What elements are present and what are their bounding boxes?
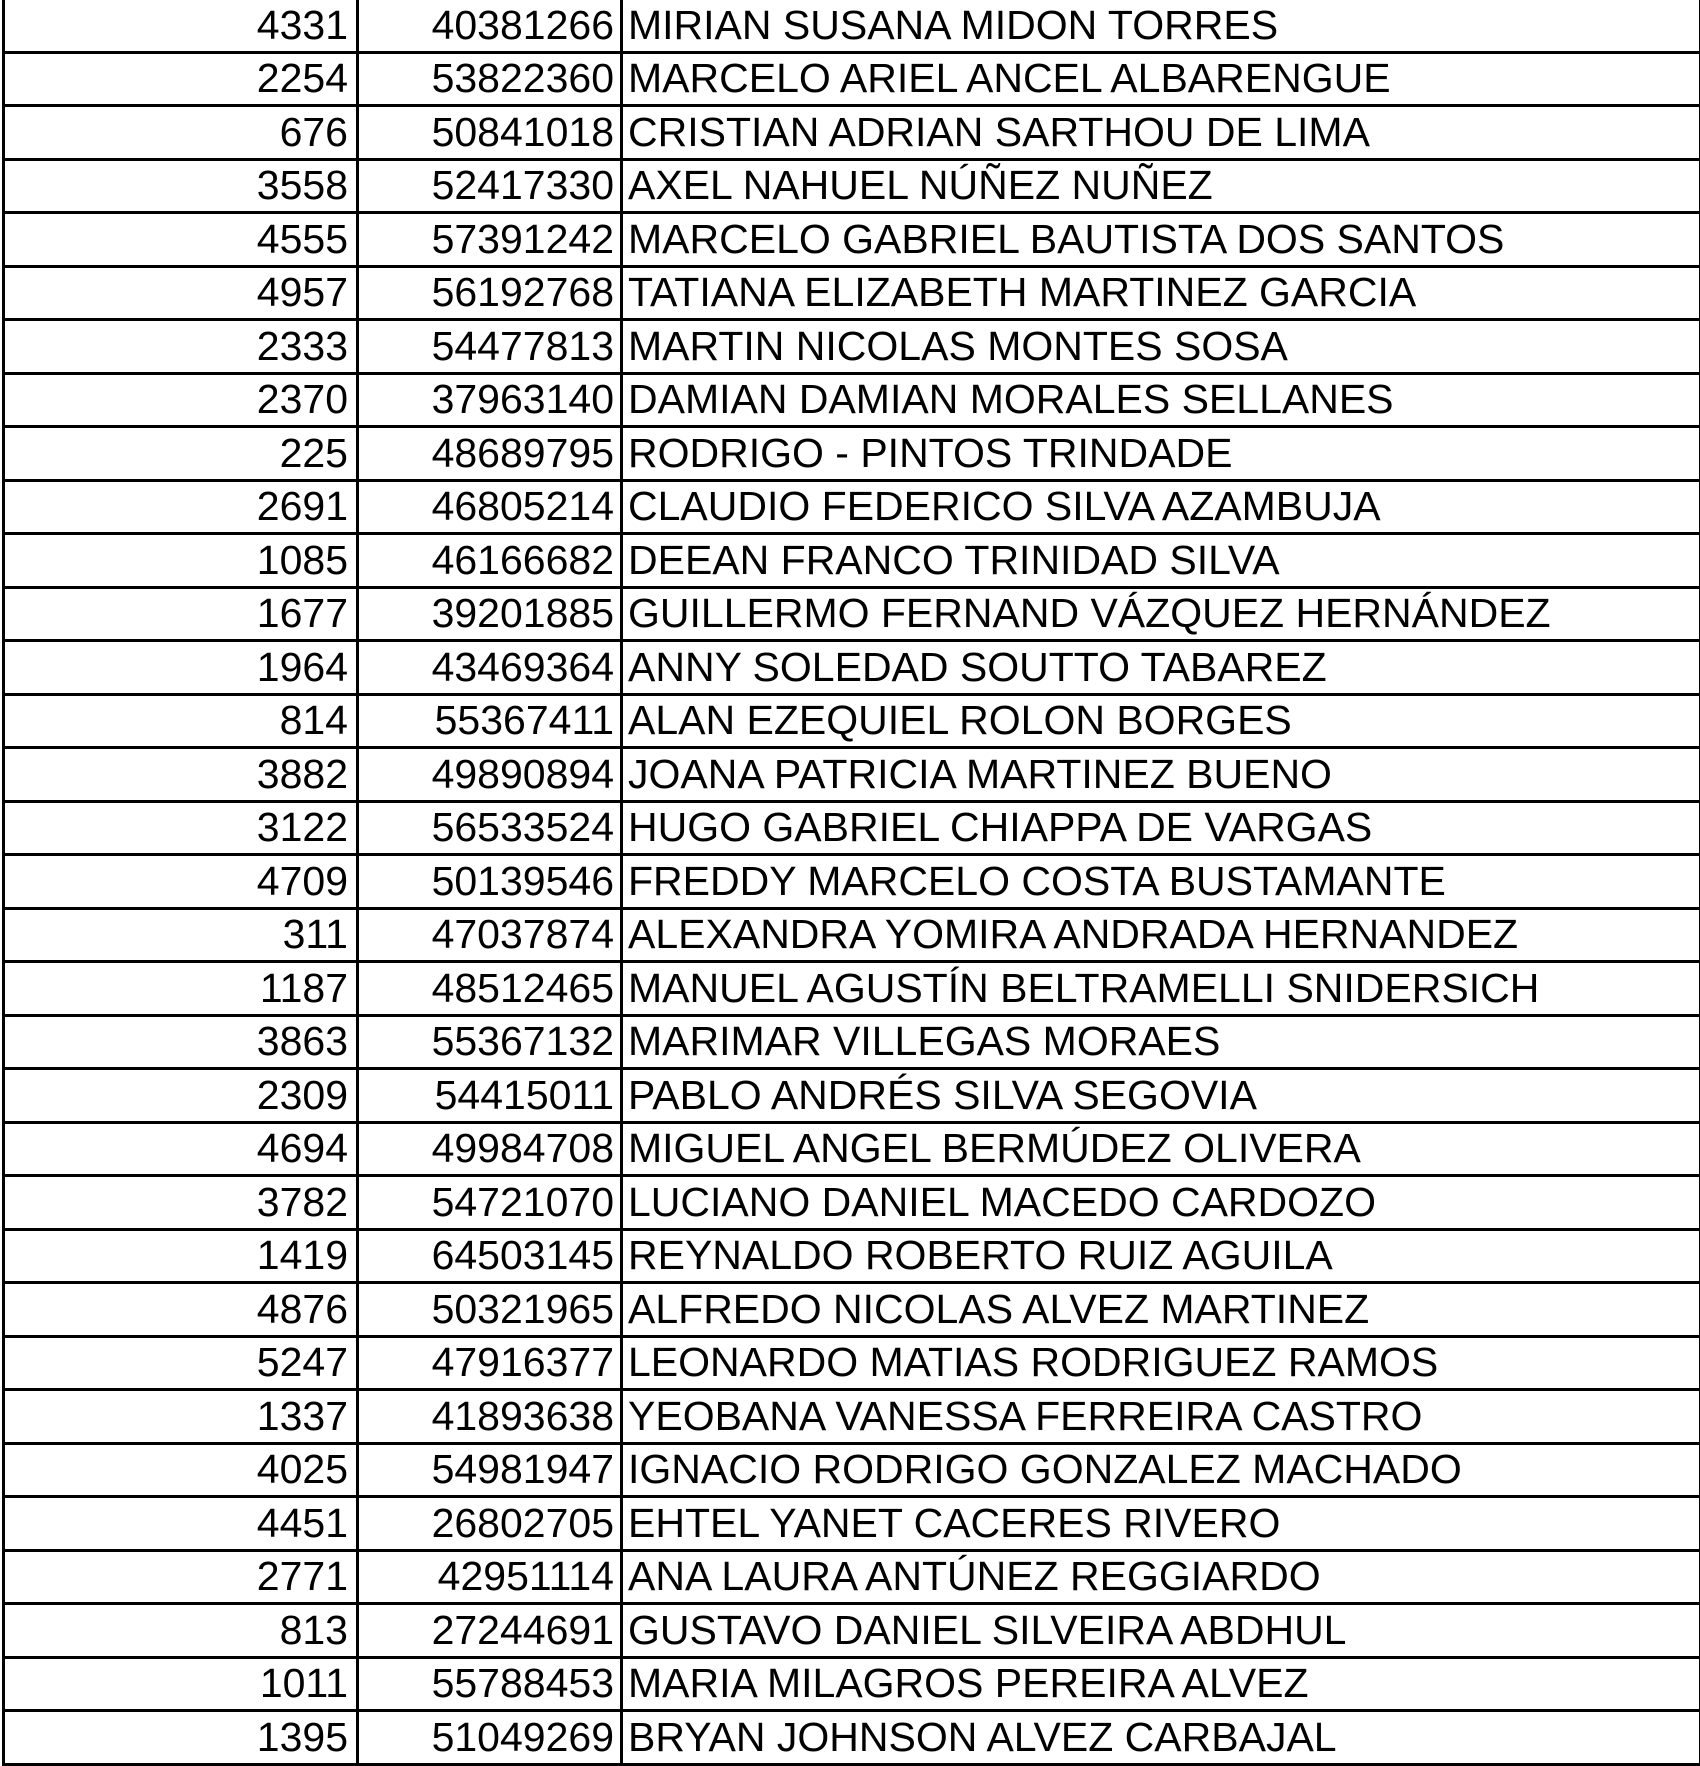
document-id-cell: 50321965 [358, 1283, 622, 1337]
row-number-cell: 1011 [4, 1657, 358, 1711]
full-name-cell: GUILLERMO FERNAND VÁZQUEZ HERNÁNDEZ [622, 587, 1700, 641]
document-id-cell: 57391242 [358, 213, 622, 267]
table-row [4, 694, 1700, 748]
full-name-cell: MARCELO ARIEL ANCEL ALBARENGUE [622, 52, 1700, 106]
table-row [4, 1443, 1700, 1497]
row-number-cell: 3863 [4, 1015, 358, 1069]
row-number-cell: 676 [4, 106, 358, 160]
row-number-cell: 4025 [4, 1443, 358, 1497]
table-row [4, 0, 1700, 52]
document-id-cell: 53822360 [358, 52, 622, 106]
table-row [4, 266, 1700, 320]
row-number-cell: 3558 [4, 159, 358, 213]
table-row [4, 1015, 1700, 1069]
row-number-cell: 4876 [4, 1283, 358, 1337]
table-row [4, 1283, 1700, 1337]
table-row [4, 480, 1700, 534]
row-number-cell: 4331 [4, 0, 358, 52]
document-id-cell: 54477813 [358, 320, 622, 374]
document-id-cell: 40381266 [358, 0, 622, 52]
table-row [4, 641, 1700, 695]
document-id-cell: 27244691 [358, 1604, 622, 1658]
row-number-cell: 1337 [4, 1390, 358, 1444]
table-row [4, 1497, 1700, 1551]
table-row [4, 52, 1700, 106]
full-name-cell: HUGO GABRIEL CHIAPPA DE VARGAS [622, 801, 1700, 855]
row-number-cell: 1187 [4, 962, 358, 1016]
row-number-cell: 311 [4, 908, 358, 962]
table-row [4, 1069, 1700, 1123]
full-name-cell: BRYAN JOHNSON ALVEZ CARBAJAL [622, 1711, 1700, 1765]
full-name-cell: MANUEL AGUSTÍN BELTRAMELLI SNIDERSICH [622, 962, 1700, 1016]
row-number-cell: 1395 [4, 1711, 358, 1765]
document-id-cell: 50139546 [358, 855, 622, 909]
document-id-cell: 48512465 [358, 962, 622, 1016]
full-name-cell: MARCELO GABRIEL BAUTISTA DOS SANTOS [622, 213, 1700, 267]
table-row [4, 1657, 1700, 1711]
document-id-cell: 55367411 [358, 694, 622, 748]
row-number-cell: 2691 [4, 480, 358, 534]
document-id-cell: 47916377 [358, 1336, 622, 1390]
document-id-cell: 56192768 [358, 266, 622, 320]
full-name-cell: ALAN EZEQUIEL ROLON BORGES [622, 694, 1700, 748]
document-id-cell: 37963140 [358, 373, 622, 427]
document-id-cell: 54415011 [358, 1069, 622, 1123]
full-name-cell: ALFREDO NICOLAS ALVEZ MARTINEZ [622, 1283, 1700, 1337]
table-row [4, 1550, 1700, 1604]
table-row [4, 1604, 1700, 1658]
table-body [4, 0, 1700, 1764]
table-row [4, 1336, 1700, 1390]
full-name-cell: DAMIAN DAMIAN MORALES SELLANES [622, 373, 1700, 427]
row-number-cell: 1085 [4, 534, 358, 588]
document-id-cell: 54981947 [358, 1443, 622, 1497]
full-name-cell: LEONARDO MATIAS RODRIGUEZ RAMOS [622, 1336, 1700, 1390]
document-id-cell: 55367132 [358, 1015, 622, 1069]
row-number-cell: 4957 [4, 266, 358, 320]
row-number-cell: 813 [4, 1604, 358, 1658]
table-row [4, 427, 1700, 481]
full-name-cell: CLAUDIO FEDERICO SILVA AZAMBUJA [622, 480, 1700, 534]
row-number-cell: 5247 [4, 1336, 358, 1390]
full-name-cell: DEEAN FRANCO TRINIDAD SILVA [622, 534, 1700, 588]
full-name-cell: EHTEL YANET CACERES RIVERO [622, 1497, 1700, 1551]
document-id-cell: 41893638 [358, 1390, 622, 1444]
document-id-cell: 42951114 [358, 1550, 622, 1604]
row-number-cell: 2309 [4, 1069, 358, 1123]
row-number-cell: 4694 [4, 1122, 358, 1176]
table-row [4, 801, 1700, 855]
full-name-cell: MARIMAR VILLEGAS MORAES [622, 1015, 1700, 1069]
full-name-cell: PABLO ANDRÉS SILVA SEGOVIA [622, 1069, 1700, 1123]
table-row [4, 855, 1700, 909]
full-name-cell: REYNALDO ROBERTO RUIZ AGUILA [622, 1229, 1700, 1283]
row-number-cell: 3122 [4, 801, 358, 855]
table-row [4, 106, 1700, 160]
document-id-cell: 64503145 [358, 1229, 622, 1283]
full-name-cell: IGNACIO RODRIGO GONZALEZ MACHADO [622, 1443, 1700, 1497]
document-id-cell: 52417330 [358, 159, 622, 213]
table-row [4, 320, 1700, 374]
document-id-cell: 26802705 [358, 1497, 622, 1551]
row-number-cell: 4709 [4, 855, 358, 909]
document-id-cell: 54721070 [358, 1176, 622, 1230]
table-row [4, 587, 1700, 641]
table-row [4, 159, 1700, 213]
document-id-cell: 46805214 [358, 480, 622, 534]
row-number-cell: 2771 [4, 1550, 358, 1604]
document-id-cell: 51049269 [358, 1711, 622, 1765]
table-row [4, 213, 1700, 267]
row-number-cell: 1677 [4, 587, 358, 641]
full-name-cell: GUSTAVO DANIEL SILVEIRA ABDHUL [622, 1604, 1700, 1658]
document-id-cell: 43469364 [358, 641, 622, 695]
table-row [4, 908, 1700, 962]
full-name-cell: MIGUEL ANGEL BERMÚDEZ OLIVERA [622, 1122, 1700, 1176]
full-name-cell: RODRIGO - PINTOS TRINDADE [622, 427, 1700, 481]
full-name-cell: AXEL NAHUEL NÚÑEZ NUÑEZ [622, 159, 1700, 213]
document-id-cell: 49984708 [358, 1122, 622, 1176]
row-number-cell: 2254 [4, 52, 358, 106]
full-name-cell: TATIANA ELIZABETH MARTINEZ GARCIA [622, 266, 1700, 320]
row-number-cell: 1964 [4, 641, 358, 695]
full-name-cell: JOANA PATRICIA MARTINEZ BUENO [622, 748, 1700, 802]
full-name-cell: ANA LAURA ANTÚNEZ REGGIARDO [622, 1550, 1700, 1604]
full-name-cell: LUCIANO DANIEL MACEDO CARDOZO [622, 1176, 1700, 1230]
row-number-cell: 225 [4, 427, 358, 481]
document-id-cell: 56533524 [358, 801, 622, 855]
document-id-cell: 39201885 [358, 587, 622, 641]
full-name-cell: YEOBANA VANESSA FERREIRA CASTRO [622, 1390, 1700, 1444]
row-number-cell: 3782 [4, 1176, 358, 1230]
row-number-cell: 1419 [4, 1229, 358, 1283]
full-name-cell: CRISTIAN ADRIAN SARTHOU DE LIMA [622, 106, 1700, 160]
full-name-cell: ALEXANDRA YOMIRA ANDRADA HERNANDEZ [622, 908, 1700, 962]
table-row [4, 373, 1700, 427]
table-row [4, 748, 1700, 802]
document-id-cell: 47037874 [358, 908, 622, 962]
full-name-cell: MARIA MILAGROS PEREIRA ALVEZ [622, 1657, 1700, 1711]
names-table [2, 0, 1700, 1766]
document-id-cell: 46166682 [358, 534, 622, 588]
table-row [4, 534, 1700, 588]
row-number-cell: 3882 [4, 748, 358, 802]
table-row [4, 1176, 1700, 1230]
table-row [4, 1122, 1700, 1176]
row-number-cell: 814 [4, 694, 358, 748]
table-row [4, 962, 1700, 1016]
document-id-cell: 55788453 [358, 1657, 622, 1711]
table-row [4, 1711, 1700, 1765]
full-name-cell: MARTIN NICOLAS MONTES SOSA [622, 320, 1700, 374]
document-id-cell: 48689795 [358, 427, 622, 481]
full-name-cell: MIRIAN SUSANA MIDON TORRES [622, 0, 1700, 52]
row-number-cell: 2333 [4, 320, 358, 374]
row-number-cell: 4451 [4, 1497, 358, 1551]
full-name-cell: ANNY SOLEDAD SOUTTO TABAREZ [622, 641, 1700, 695]
document-id-cell: 50841018 [358, 106, 622, 160]
document-id-cell: 49890894 [358, 748, 622, 802]
full-name-cell: FREDDY MARCELO COSTA BUSTAMANTE [622, 855, 1700, 909]
row-number-cell: 4555 [4, 213, 358, 267]
row-number-cell: 2370 [4, 373, 358, 427]
table-row [4, 1390, 1700, 1444]
table-row [4, 1229, 1700, 1283]
